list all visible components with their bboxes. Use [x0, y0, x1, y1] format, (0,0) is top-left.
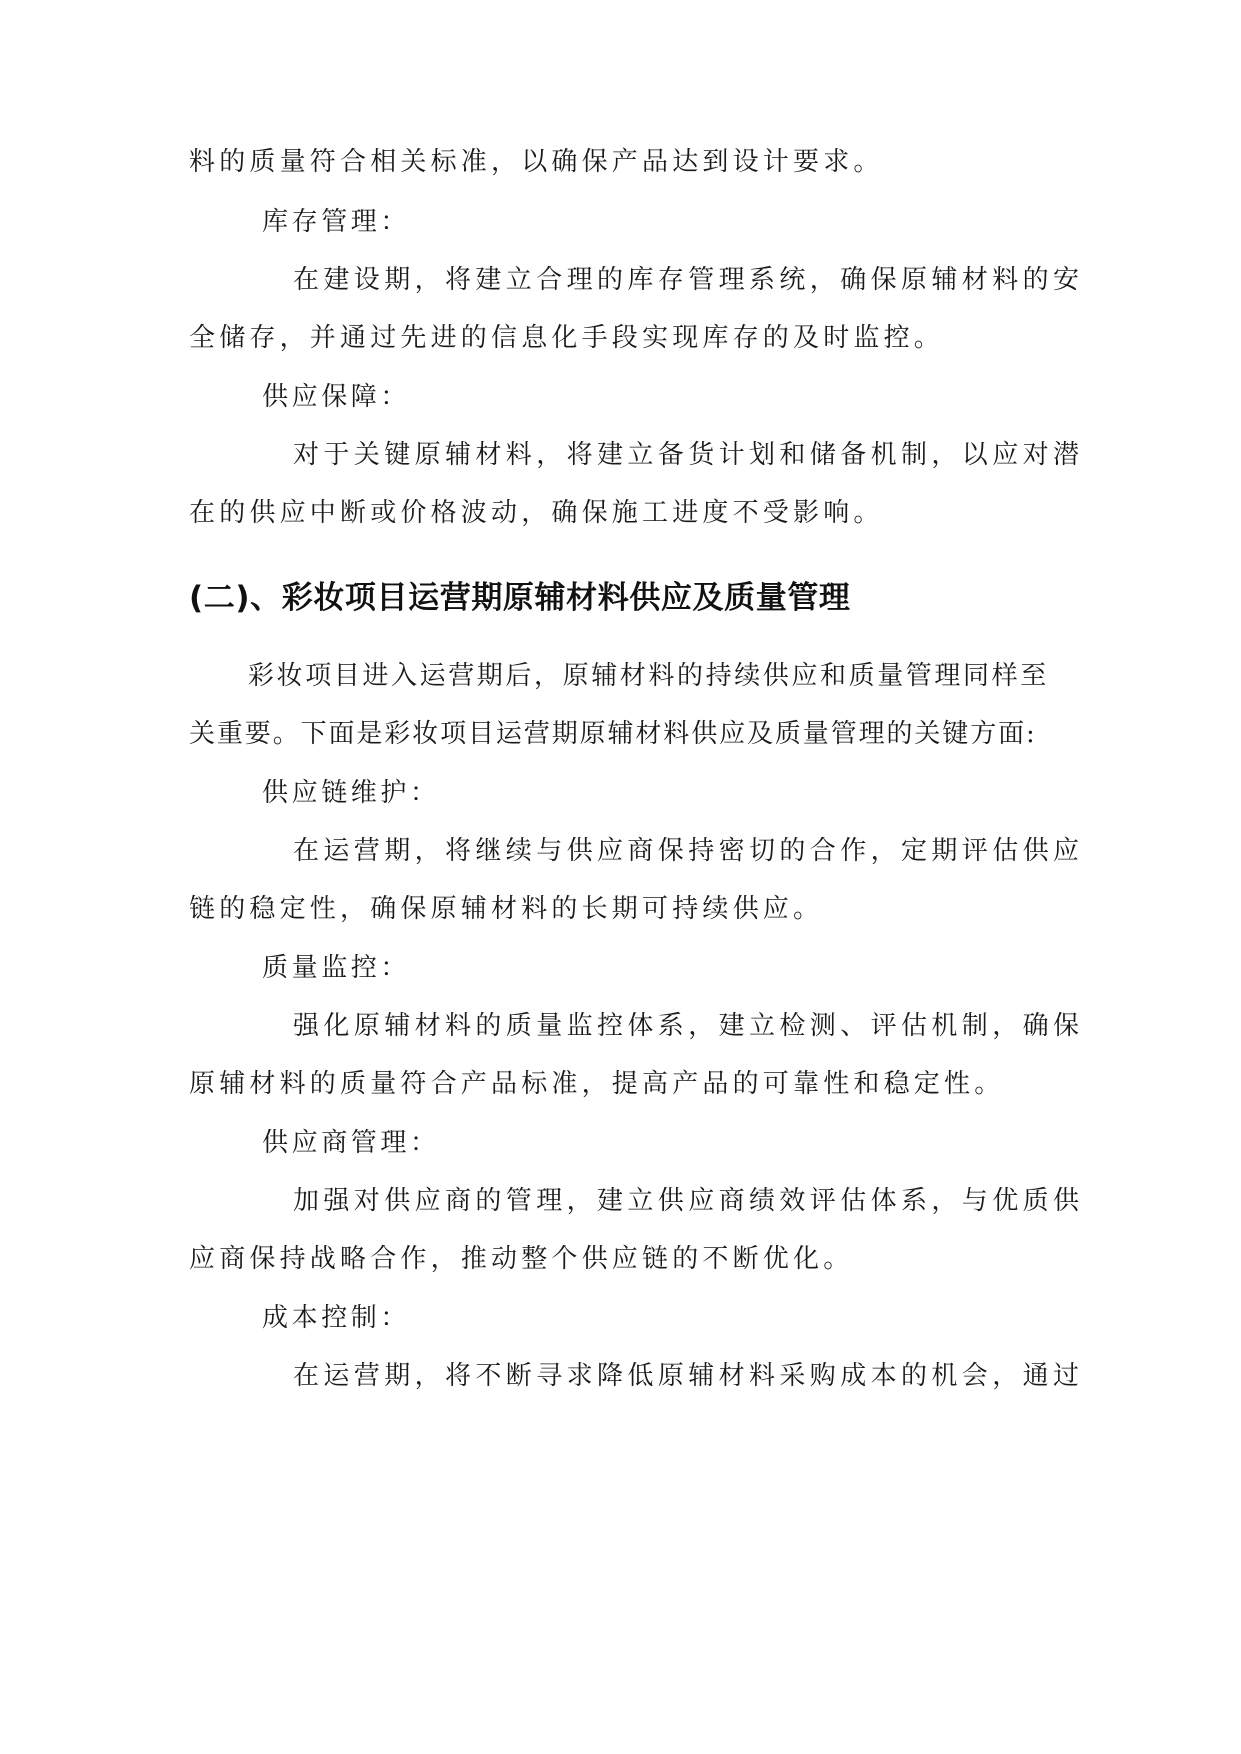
subheading-inventory: 库存管理：: [262, 207, 411, 237]
paragraph-line: 原辅材料的质量符合产品标准，提高产品的可靠性和稳定性。: [189, 1069, 1005, 1099]
paragraph-line: 在建设期，将建立合理的库存管理系统，确保原辅材料的安: [293, 265, 1084, 295]
subheading-cost-control: 成本控制：: [262, 1303, 411, 1333]
paragraph-line: 在运营期，将继续与供应商保持密切的合作，定期评估供应: [293, 836, 1084, 866]
paragraph-line: 彩妆项目进入运营期后，原辅材料的持续供应和质量管理同样至: [248, 661, 1049, 691]
subheading-supplier-management: 供应商管理：: [262, 1128, 440, 1158]
paragraph-line: 全储存，并通过先进的信息化手段实现库存的及时监控。: [189, 323, 945, 353]
subheading-supply-chain: 供应链维护：: [262, 778, 440, 808]
subheading-quality-monitoring: 质量监控：: [262, 953, 411, 983]
paragraph-line: 料的质量符合相关标准，以确保产品达到设计要求。: [189, 147, 884, 177]
paragraph-line: 链的稳定性，确保原辅材料的长期可持续供应。: [189, 894, 824, 924]
paragraph-line: 关重要。下面是彩妆项目运营期原辅材料供应及质量管理的关键方面:: [189, 719, 1037, 749]
subheading-supply-guarantee: 供应保障：: [262, 382, 411, 412]
section-heading: (二)、彩妆项目运营期原辅材料供应及质量管理: [189, 580, 851, 616]
paragraph-line: 在运营期，将不断寻求降低原辅材料采购成本的机会，通过: [293, 1361, 1084, 1391]
paragraph-line: 在的供应中断或价格波动，确保施工进度不受影响。: [189, 498, 884, 528]
paragraph-line: 强化原辅材料的质量监控体系，建立检测、评估机制，确保: [293, 1011, 1084, 1041]
paragraph-line: 对于关键原辅材料，将建立备货计划和储备机制，以应对潜: [293, 440, 1084, 470]
paragraph-line: 应商保持战略合作，推动整个供应链的不断优化。: [189, 1244, 854, 1274]
paragraph-line: 加强对供应商的管理，建立供应商绩效评估体系，与优质供: [293, 1186, 1084, 1216]
